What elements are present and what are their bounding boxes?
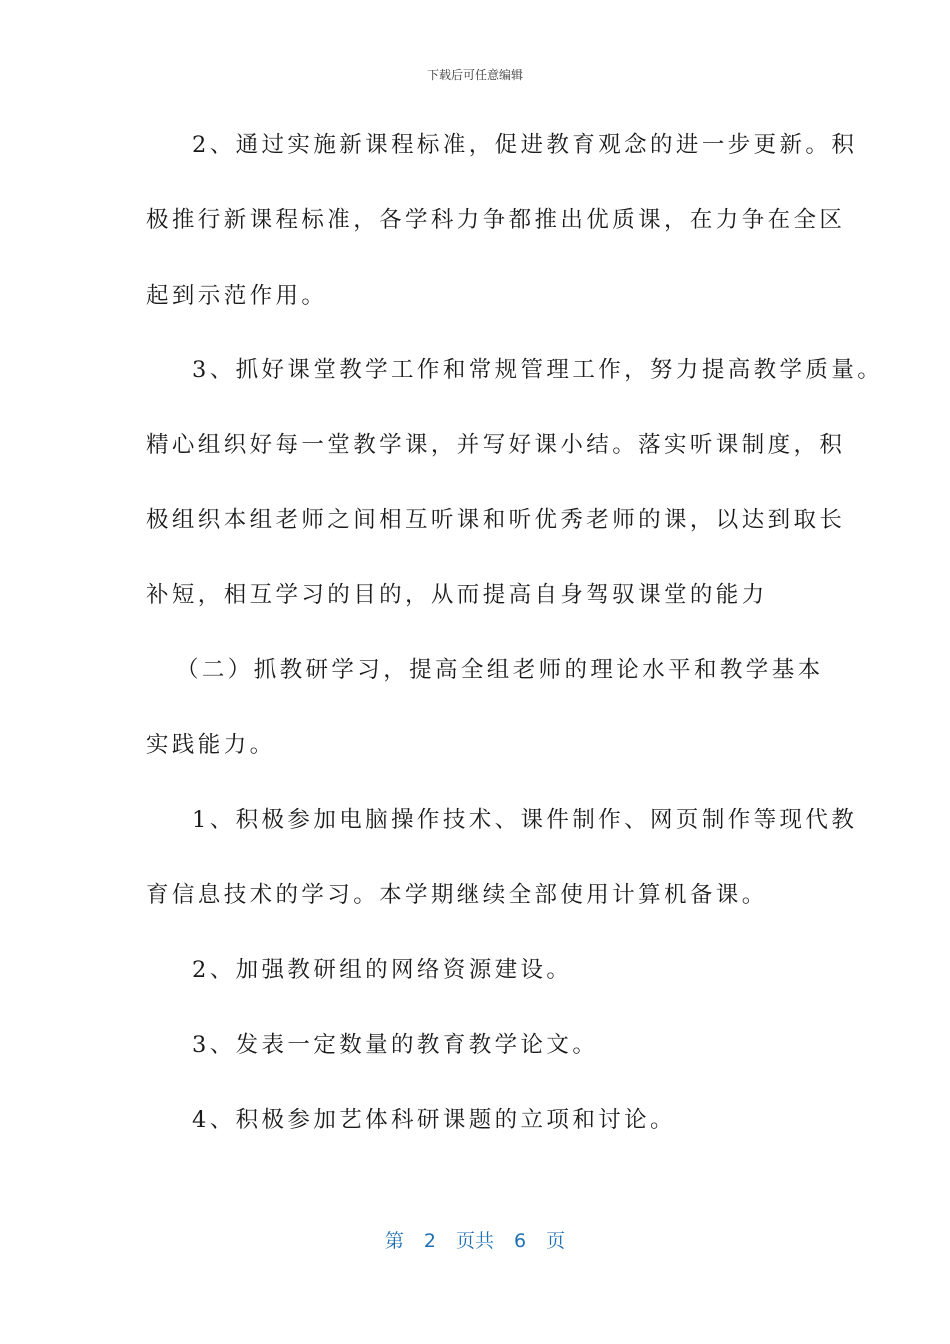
body-line-4: 3、抓好课堂教学工作和常规管理工作，努力提高教学质量。 <box>192 357 884 383</box>
body-line-12: 2、加强教研组的网络资源建设。 <box>192 957 573 983</box>
body-line-6: 极组织本组老师之间相互听课和听优秀老师的课，以达到取长 <box>146 507 846 533</box>
body-line-3: 起到示范作用。 <box>146 283 328 309</box>
body-line-11: 育信息技术的学习。本学期继续全部使用计算机备课。 <box>146 882 768 908</box>
body-line-13: 3、发表一定数量的教育教学论文。 <box>192 1032 599 1058</box>
body-line-5: 精心组织好每一堂教学课，并写好课小结。落实听课制度，积 <box>146 432 846 458</box>
body-line-1: 2、通过实施新课程标准，促进教育观念的进一步更新。积 <box>192 132 858 158</box>
body-line-9: 实践能力。 <box>146 732 276 758</box>
body-line-14: 4、积极参加艺体科研课题的立项和讨论。 <box>192 1107 676 1133</box>
section-heading-2: （二）抓教研学习，提高全组老师的理论水平和教学基本 <box>176 657 824 683</box>
page-number-footer: 第 2 页共 6 页 <box>384 1230 566 1252</box>
body-line-10: 1、积极参加电脑操作技术、课件制作、网页制作等现代教 <box>192 807 858 833</box>
body-line-7: 补短，相互学习的目的，从而提高自身驾驭课堂的能力 <box>146 582 768 608</box>
page-header: 下载后可任意编辑 <box>426 68 523 82</box>
body-line-2: 极推行新课程标准，各学科力争都推出优质课，在力争在全区 <box>146 207 846 233</box>
